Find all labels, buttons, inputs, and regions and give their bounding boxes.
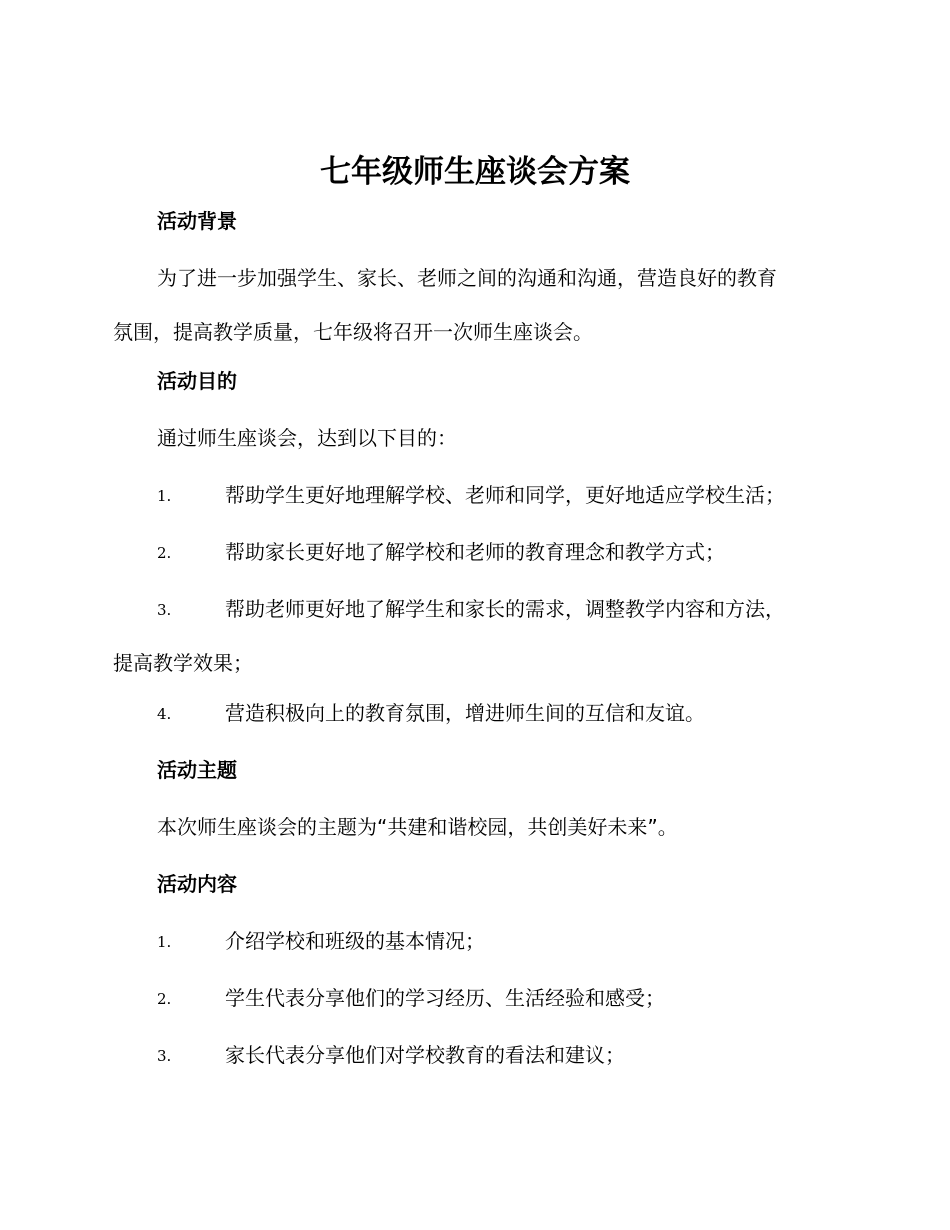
section-heading-background: 活动背景 xyxy=(157,209,237,233)
list-item-number: 1. xyxy=(157,933,172,951)
list-item xyxy=(113,984,833,1012)
section-heading-content: 活动内容 xyxy=(157,872,237,896)
theme-paragraph xyxy=(113,813,833,841)
list-item-number: 2. xyxy=(157,544,172,562)
purpose-intro xyxy=(113,424,833,452)
list-item xyxy=(113,538,833,566)
paragraph-line: 通过师生座谈会，达到以下目的： xyxy=(157,426,457,450)
paragraph-line: 为了进一步加强学生、家长、老师之间的沟通和沟通，营造良好的教育 xyxy=(157,266,777,290)
list-item xyxy=(113,595,833,677)
list-item-text: 帮助老师更好地了解学生和家长的需求，调整教学内容和方法， xyxy=(225,597,785,621)
list-item-text: 帮助学生更好地理解学校、老师和同学，更好地适应学校生活； xyxy=(225,483,785,507)
list-item-text: 营造积极向上的教育氛围，增进师生间的互信和友谊。 xyxy=(225,701,705,725)
list-item-text: 帮助家长更好地了解学校和老师的教育理念和教学方式； xyxy=(225,540,725,564)
list-item-number: 3. xyxy=(157,1047,172,1065)
paragraph-line: 本次师生座谈会的主题为“共建和谐校园，共创美好未来”。 xyxy=(157,815,678,839)
list-item-text-continued: 提高教学效果； xyxy=(113,651,253,675)
paragraph-line: 氛围，提高教学质量，七年级将召开一次师生座谈会。 xyxy=(113,320,593,344)
list-item-text: 介绍学校和班级的基本情况； xyxy=(225,929,485,953)
list-item-number: 2. xyxy=(157,990,172,1008)
list-item-text: 学生代表分享他们的学习经历、生活经验和感受； xyxy=(225,986,665,1010)
list-item-number: 3. xyxy=(157,601,172,619)
list-item xyxy=(113,927,833,955)
document-title: 七年级师生座谈会方案 xyxy=(320,154,630,190)
list-item-number: 1. xyxy=(157,487,172,505)
list-item-number: 4. xyxy=(157,705,172,723)
list-item-text: 家长代表分享他们对学校教育的看法和建议； xyxy=(225,1043,625,1067)
section-heading-theme: 活动主题 xyxy=(157,758,237,782)
background-paragraph xyxy=(113,264,833,346)
list-item xyxy=(113,699,833,727)
list-item xyxy=(113,1041,833,1069)
section-heading-purpose: 活动目的 xyxy=(157,369,237,393)
list-item xyxy=(113,481,833,509)
